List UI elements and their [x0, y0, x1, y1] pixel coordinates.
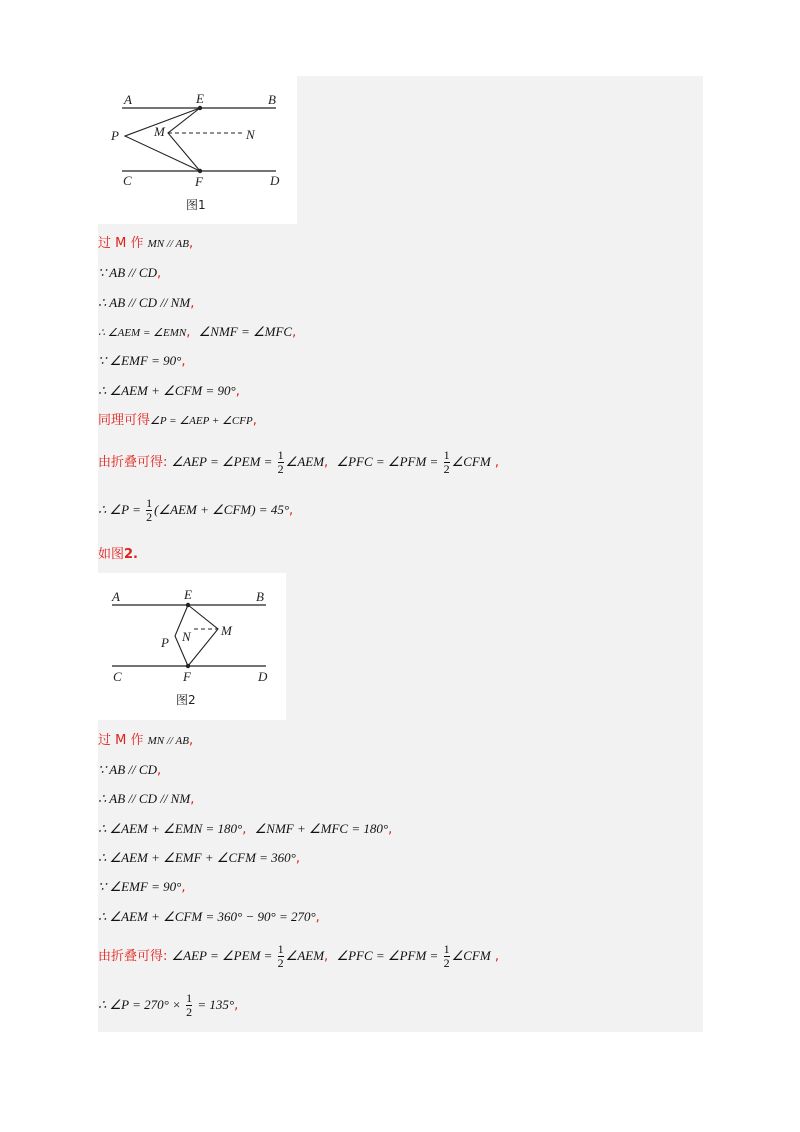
p2-line-9: ∴ ∠P = 270° × $\frac{1}{2}$ = 135°,	[98, 991, 239, 1019]
p1-line-8: 由折叠可得: ∠AEP = ∠PEM = $\frac{1}{2}$ ∠AEM, ∠PFC = ∠PFM = $\frac{1}{2}$ ∠CFM ,	[98, 448, 499, 476]
figure-2	[98, 573, 286, 720]
label-d: D	[258, 669, 268, 684]
p2-line-5: ∴ ∠AEM + ∠EMF + ∠CFM = 360°,	[98, 850, 301, 866]
fraction-half: $\frac{1}{2}$	[443, 942, 450, 970]
fraction-half: $\frac{1}{2}$	[443, 448, 450, 476]
label-c: C	[123, 173, 132, 188]
point-e	[186, 603, 190, 607]
label-f: F	[195, 174, 203, 189]
polyline-emf	[188, 605, 218, 666]
label-b: B	[268, 92, 276, 107]
caption-figure-1: 图1	[186, 198, 206, 212]
label-b: B	[256, 589, 264, 604]
label-m: M	[221, 623, 232, 638]
p1-line-3: ∴ AB // CD // NM,	[98, 295, 195, 311]
fraction-half: $\frac{1}{2}$	[277, 942, 284, 970]
solution-panel	[98, 76, 703, 1032]
label-c: C	[113, 669, 122, 684]
p1-line-7: 同理可得∠P = ∠AEP + ∠CFP,	[98, 413, 257, 428]
p2-line-6: ∵ ∠EMF = 90°,	[98, 879, 186, 895]
p1-line-6: ∴ ∠AEM + ∠CFM = 90°,	[98, 383, 240, 399]
fraction-half: $\frac{1}{2}$	[186, 991, 193, 1019]
p1-line-4: ∴ ∠AEM = ∠EMN, ∠NMF = ∠MFC,	[98, 324, 297, 340]
p2-line-2: ∵ AB // CD,	[98, 762, 162, 778]
p1-line-9: ∴ ∠P = $\frac{1}{2}$ (∠AEM + ∠CFM) = 45°,	[98, 496, 294, 524]
point-f	[186, 664, 190, 668]
p1-line-5: ∵ ∠EMF = 90°,	[98, 353, 186, 369]
p2-line-1: 过 M 作 MN // AB,	[98, 733, 194, 748]
label-f: F	[183, 669, 191, 684]
label-n: N	[246, 127, 255, 142]
label-p: P	[161, 635, 169, 650]
p2-line-7: ∴ ∠AEM + ∠CFM = 360° − 90° = 270°,	[98, 909, 320, 925]
caption-figure-2: 图2	[176, 693, 196, 707]
p2-line-8: 由折叠可得: ∠AEP = ∠PEM = $\frac{1}{2}$ ∠AEM, ∠PFC = ∠PFM = $\frac{1}{2}$ ∠CFM ,	[98, 942, 499, 970]
p1-line-1: 过 M 作 MN // AB,	[98, 236, 194, 251]
label-e: E	[184, 587, 192, 602]
figure-1-diagram	[98, 76, 297, 224]
polyline-emf	[168, 108, 200, 171]
fraction-half: $\frac{1}{2}$	[146, 496, 153, 524]
p1-line-2: ∵ AB // CD,	[98, 265, 162, 281]
fraction-half: $\frac{1}{2}$	[277, 448, 284, 476]
label-n: N	[182, 629, 191, 644]
label-d: D	[270, 173, 280, 188]
figure-2-diagram	[98, 573, 286, 720]
label-m: M	[154, 124, 165, 139]
point-f	[198, 169, 202, 173]
label-a: A	[112, 589, 120, 604]
point-e	[198, 106, 202, 110]
p2-line-3: ∴ AB // CD // NM,	[98, 791, 195, 807]
figure-1	[98, 76, 297, 224]
label-e: E	[196, 91, 204, 106]
label-a: A	[124, 92, 132, 107]
p2-line-4: ∴ ∠AEM + ∠EMN = 180°, ∠NMF + ∠MFC = 180°,	[98, 821, 393, 837]
label-p: P	[111, 128, 119, 143]
heading-figure-2: 如图2.	[98, 547, 138, 562]
